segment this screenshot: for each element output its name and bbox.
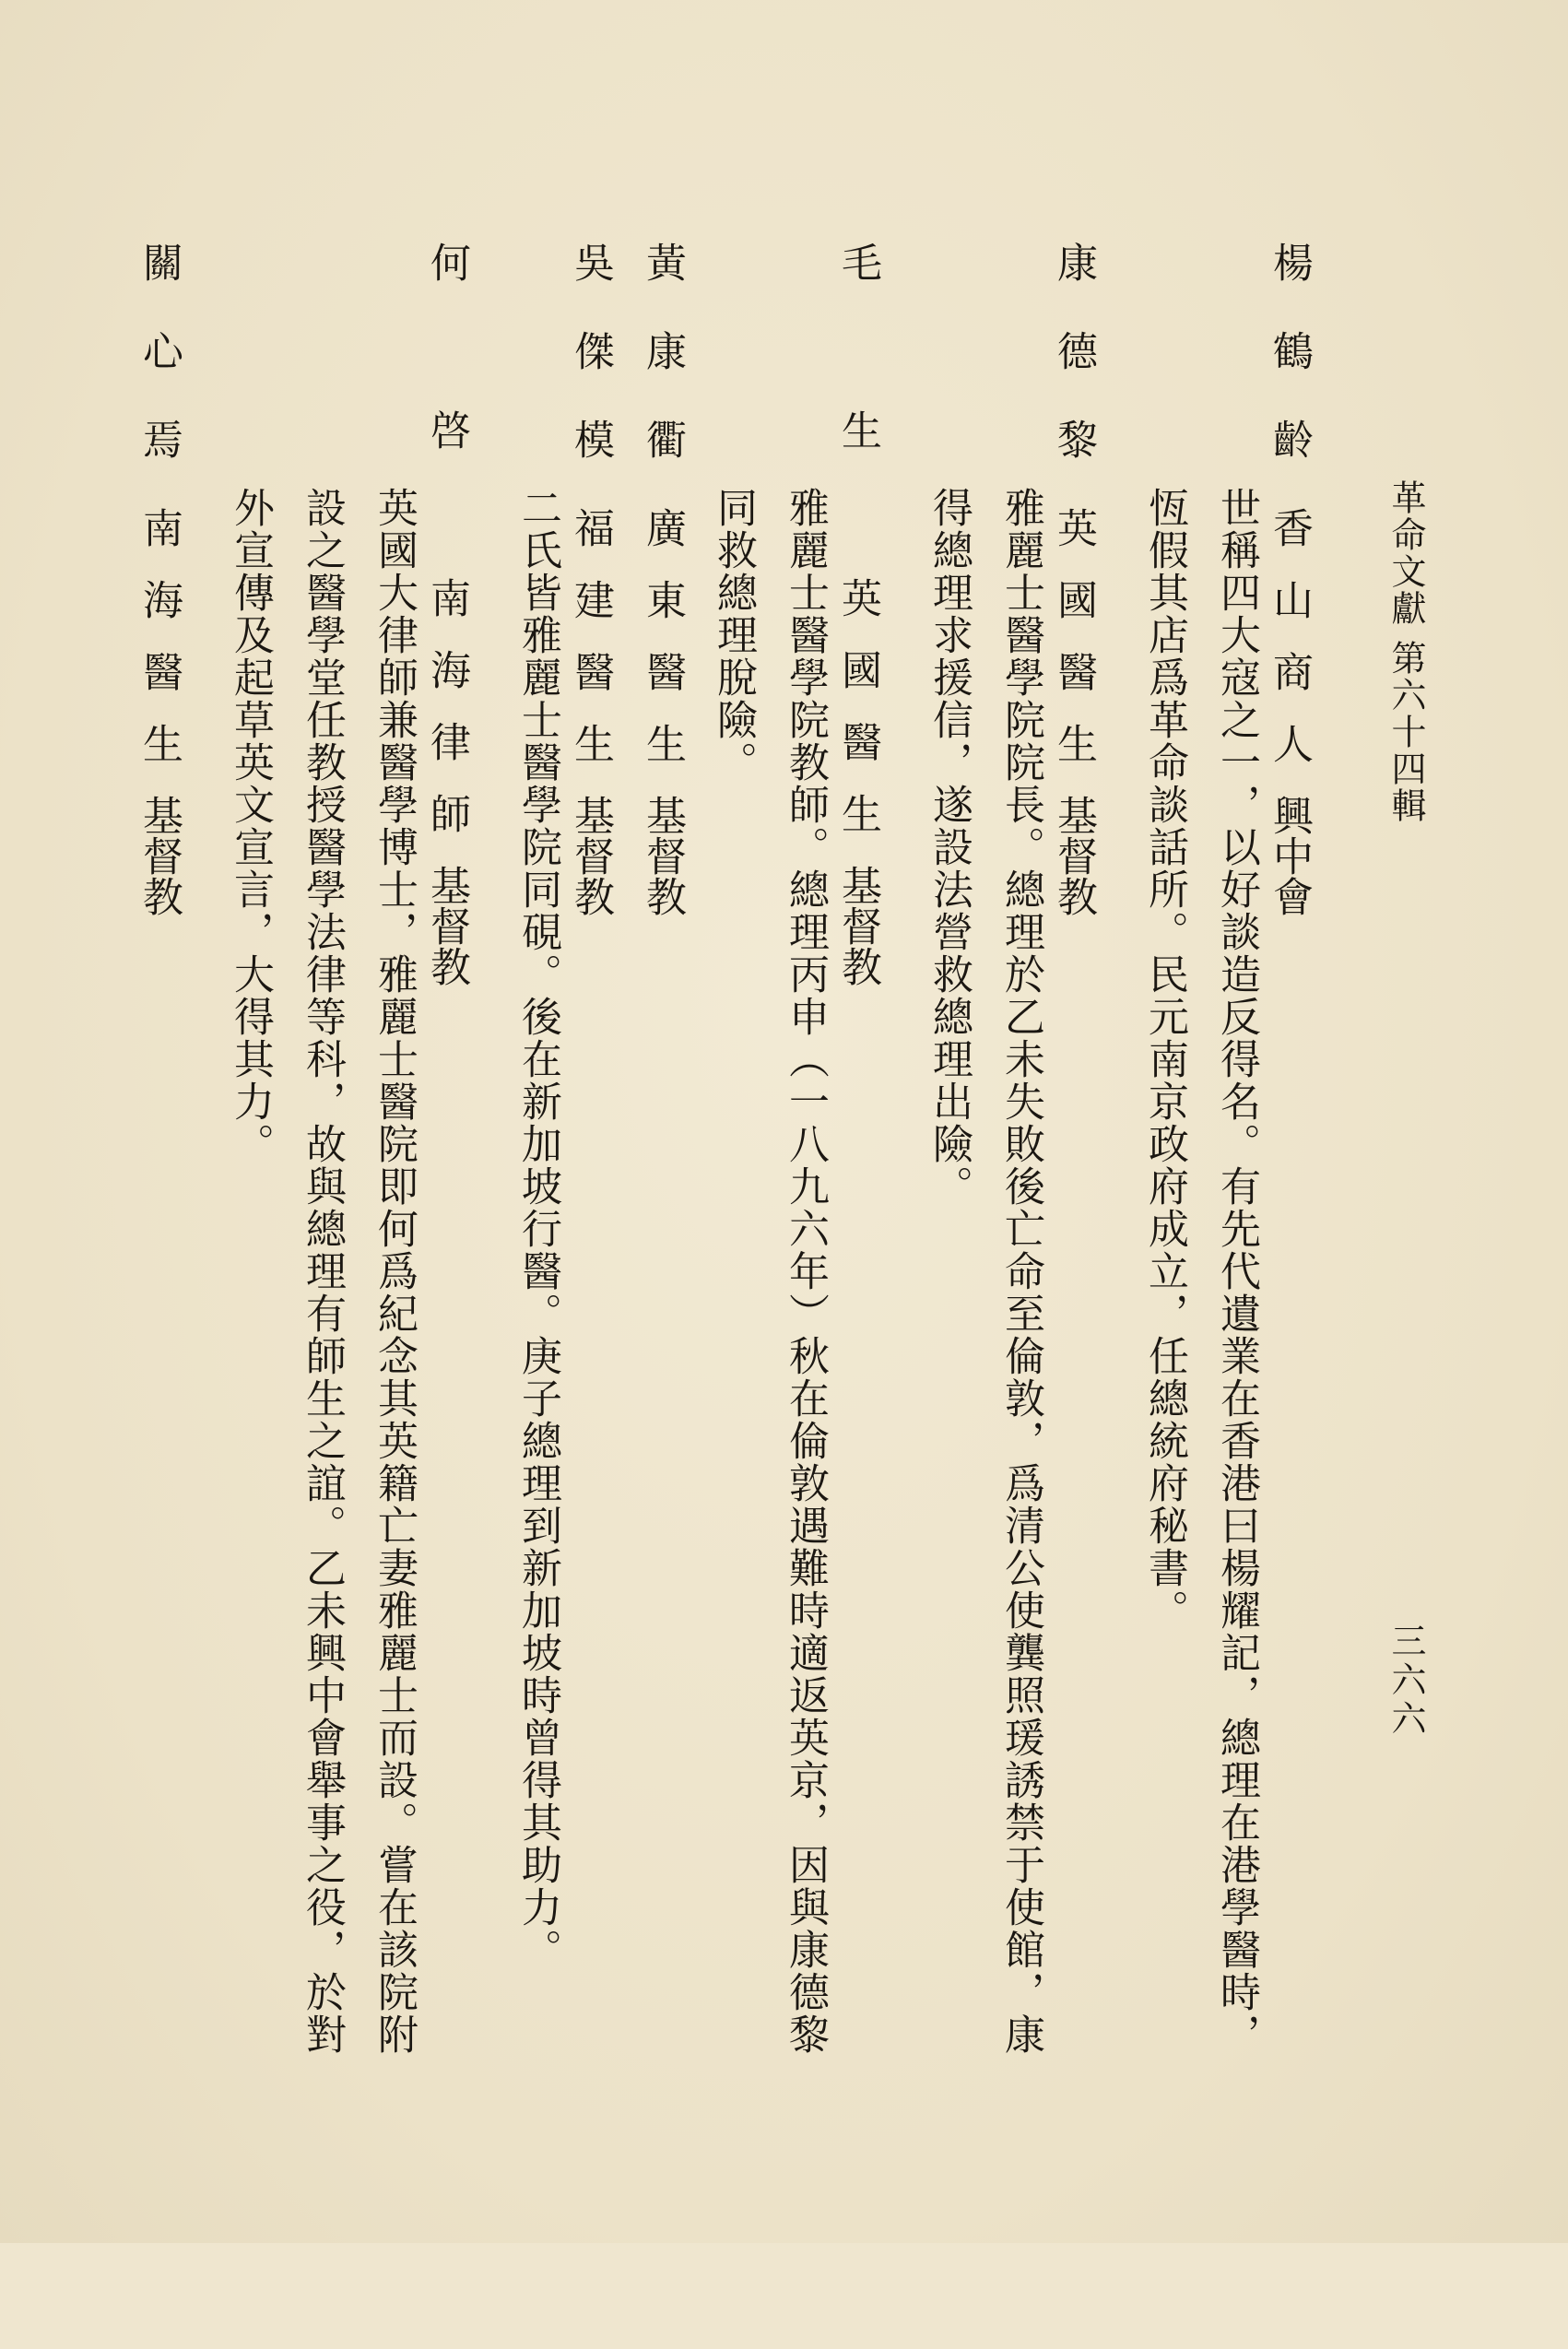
entry-place: 南海 (423, 577, 470, 721)
entry-text-line: 得總理求援信，遂設法營救總理出險。 (925, 487, 973, 1208)
entry-affiliation: 基督教 (423, 865, 470, 986)
entry-occupation: 商人 (1266, 651, 1313, 795)
entry-affiliation: 基督教 (639, 795, 686, 916)
entry-text-line: 雅麗士醫學院院長。總理於乙未失敗後亡命至倫敦，爲清公使龔照瑗誘禁于使館，康 (997, 487, 1044, 2056)
entry-header-kang-deli (1050, 242, 1128, 2104)
entry-name: 康德黎 (1050, 242, 1097, 507)
entry-place: 南海 (136, 507, 183, 651)
entry-affiliation: 興中會 (1266, 795, 1313, 916)
entry-occupation: 醫生 (834, 721, 881, 865)
entry-name: 黃康衢 (639, 242, 686, 507)
entry-text-line: 外宣傳及起草英文宣言，大得其力。 (227, 487, 274, 1165)
entry-place: 福建 (567, 507, 614, 651)
entry-header-guan-xinyan (136, 242, 214, 2104)
entry-affiliation: 基督教 (136, 795, 183, 916)
entry-text-line: 同救總理脫險。 (710, 487, 757, 784)
entry-affiliation: 基督教 (834, 865, 881, 986)
entry-text-line: 設之醫學堂任教授醫學法律等科，故與總理有師生之誼。乙未興中會舉事之役，於對 (299, 487, 346, 2056)
entry-place: 英國 (834, 577, 881, 721)
entry-header-yang-heling (1266, 242, 1344, 2104)
entry-text-line: 恆假其店爲革命談話所。民元南京政府成立，任總統府秘書。 (1141, 487, 1188, 1632)
entry-text-line: 雅麗士醫學院教師。總理丙申（一八九六年）秋在倫敦遇難時適返英京，因與康德黎 (782, 487, 829, 2056)
entry-occupation: 醫生 (136, 651, 183, 795)
entry-name: 毛生 (834, 242, 881, 577)
entry-name: 何啓 (423, 242, 470, 577)
entry-header-wu-jiemo (567, 242, 645, 2104)
entry-text-line: 二氏皆雅麗士醫學院同硯。後在新加坡行醫。庚子總理到新加坡時曾得其助力。 (514, 487, 561, 1971)
entry-name: 關心焉 (136, 242, 183, 507)
entry-affiliation: 基督教 (567, 795, 614, 916)
entry-place: 英國 (1050, 507, 1097, 651)
entry-text-line: 世稱四大寇之一，以好談造反得名。有先代遺業在香港曰楊耀記，總理在港學醫時， (1213, 487, 1260, 2056)
entry-header-mao-sheng (834, 242, 913, 2104)
entry-header-he-qi (423, 242, 501, 2104)
entry-affiliation: 基督教 (1050, 795, 1097, 916)
entry-place: 香山 (1266, 507, 1313, 651)
entry-occupation: 醫生 (639, 651, 686, 795)
page-number: 三六六 (1385, 1623, 1426, 1739)
entry-occupation: 醫生 (1050, 651, 1097, 795)
entry-place: 廣東 (639, 507, 686, 651)
entry-text-line: 英國大律師兼醫學博士，雅麗士醫院即何爲紀念其英籍亡妻雅麗士而設。嘗在該院附 (371, 487, 418, 2056)
entry-name: 吳傑模 (567, 242, 614, 507)
entry-header-huang-kangqu (639, 242, 717, 2104)
entry-occupation: 律師 (423, 721, 470, 865)
entry-name: 楊鶴齡 (1266, 242, 1313, 507)
running-header: 革命文獻 第六十四輯 (1385, 479, 1426, 825)
entry-occupation: 醫生 (567, 651, 614, 795)
